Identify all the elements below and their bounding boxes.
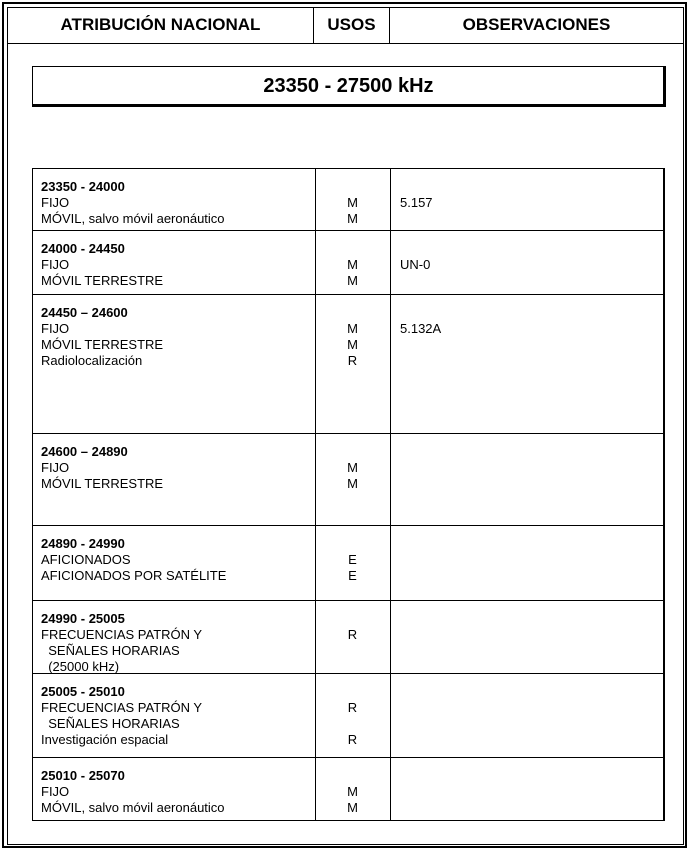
allocation-cell <box>41 768 225 816</box>
frequency-range: 24450 – 24600 <box>41 305 128 320</box>
band-shadow <box>663 66 666 106</box>
header-usos: USOS <box>314 7 389 44</box>
band-title: 23350 - 27500 kHz <box>32 66 664 106</box>
header-observaciones: OBSERVACIONES <box>390 7 683 44</box>
use-code: R <box>347 353 358 368</box>
service-label: FRECUENCIAS PATRÓN Y <box>41 700 203 715</box>
use-code <box>315 643 390 659</box>
service-label: FIJO <box>41 460 70 475</box>
service-label: FIJO <box>41 784 70 799</box>
service-label: MÓVIL, salvo móvil aeronáutico <box>41 211 225 226</box>
service-label: FIJO <box>41 321 70 336</box>
uses-spacer <box>315 444 390 460</box>
frequency-range: 24990 - 25005 <box>41 611 125 626</box>
uses-cell <box>315 179 390 227</box>
frequency-range: 25005 - 25010 <box>41 684 125 699</box>
use-code <box>315 716 390 732</box>
frequency-range: 24890 - 24990 <box>41 536 125 551</box>
uses-spacer <box>315 305 390 321</box>
frequency-range: 24000 - 24450 <box>41 241 125 256</box>
use-code: M <box>347 476 358 491</box>
use-code: R <box>347 700 358 715</box>
frequency-range: 23350 - 24000 <box>41 179 125 194</box>
use-code: M <box>347 211 358 226</box>
use-code: R <box>347 627 358 642</box>
service-label: SEÑALES HORARIAS <box>41 716 180 731</box>
service-label: AFICIONADOS POR SATÉLITE <box>41 568 227 583</box>
service-label: AFICIONADOS <box>41 552 131 567</box>
service-label: FIJO <box>41 195 70 210</box>
service-label: MÓVIL TERRESTRE <box>41 476 164 491</box>
observation-note: 5.157 <box>400 195 433 210</box>
use-code <box>315 659 390 675</box>
allocation-cell <box>41 444 163 492</box>
allocation-cell <box>41 536 226 584</box>
use-code: M <box>347 195 358 210</box>
use-code: E <box>348 552 357 567</box>
uses-cell <box>315 684 390 748</box>
service-label: MÓVIL TERRESTRE <box>41 273 164 288</box>
band-shadow <box>32 104 666 107</box>
use-code: M <box>347 800 358 815</box>
service-label: Radiolocalización <box>41 353 143 368</box>
uses-cell <box>315 611 390 675</box>
use-code: M <box>347 257 358 272</box>
use-code: M <box>347 321 358 336</box>
table-row <box>33 231 663 295</box>
uses-cell <box>315 536 390 584</box>
uses-spacer <box>315 241 390 257</box>
use-code: R <box>347 732 358 747</box>
table-row <box>33 526 663 601</box>
uses-cell <box>315 241 390 289</box>
use-code: M <box>347 460 358 475</box>
uses-spacer <box>315 611 390 627</box>
table-row <box>33 169 663 231</box>
service-label: Investigación espacial <box>41 732 169 747</box>
table-row <box>33 434 663 526</box>
uses-spacer <box>315 684 390 700</box>
use-code: E <box>348 568 357 583</box>
observation-note: 5.132A <box>400 321 442 336</box>
table-row <box>33 601 663 674</box>
table-row <box>33 295 663 434</box>
service-label: (25000 kHz) <box>41 659 120 674</box>
uses-cell <box>315 444 390 492</box>
uses-cell <box>315 305 390 369</box>
use-code: M <box>347 784 358 799</box>
allocation-cell <box>41 611 202 675</box>
use-code: M <box>347 273 358 288</box>
service-label: MÓVIL, salvo móvil aeronáutico <box>41 800 225 815</box>
observation-note: UN-0 <box>400 257 431 272</box>
service-label: SEÑALES HORARIAS <box>41 643 180 658</box>
frequency-range: 25010 - 25070 <box>41 768 125 783</box>
allocation-cell <box>41 241 163 289</box>
service-label: FIJO <box>41 257 70 272</box>
uses-spacer <box>315 768 390 784</box>
header-atribucion: ATRIBUCIÓN NACIONAL <box>8 7 313 44</box>
table-row <box>33 674 663 758</box>
uses-cell <box>315 768 390 816</box>
use-code: M <box>347 337 358 352</box>
table-row <box>33 758 663 822</box>
allocation-cell <box>41 684 202 748</box>
uses-spacer <box>315 536 390 552</box>
allocation-table <box>32 168 665 821</box>
service-label: MÓVIL TERRESTRE <box>41 337 164 352</box>
allocation-cell <box>41 179 225 227</box>
service-label: FRECUENCIAS PATRÓN Y <box>41 627 203 642</box>
allocation-cell <box>41 305 163 369</box>
frequency-range: 24600 – 24890 <box>41 444 128 459</box>
uses-spacer <box>315 179 390 195</box>
